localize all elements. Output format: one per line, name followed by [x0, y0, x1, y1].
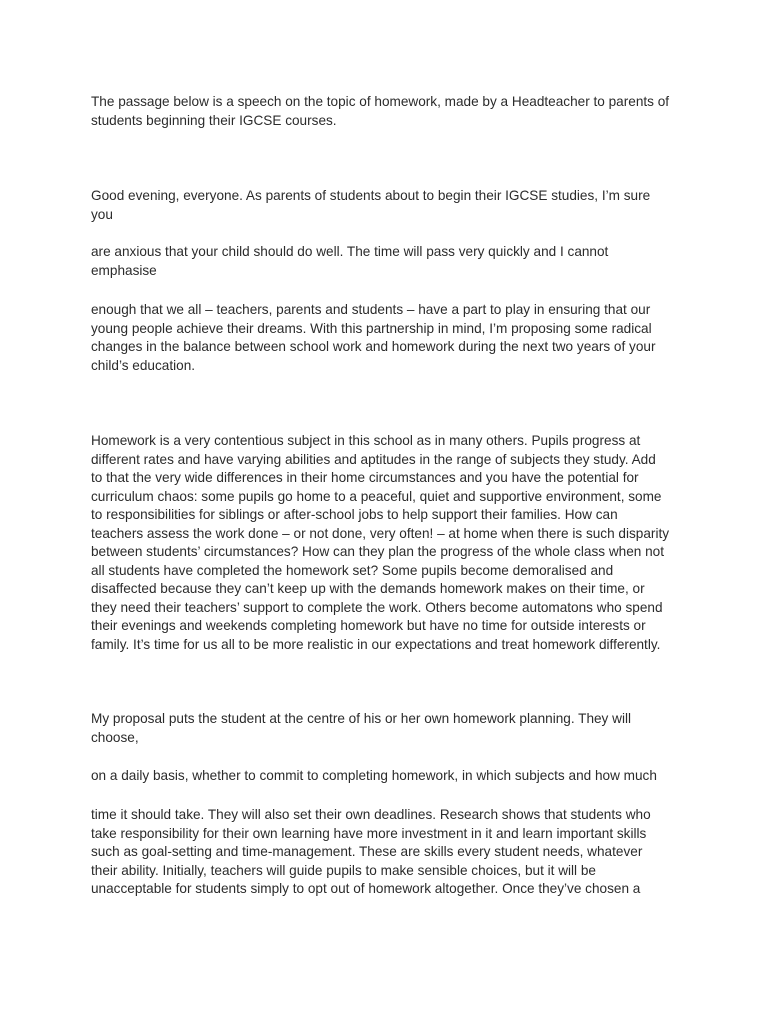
speech-paragraph: My proposal puts the student at the centre of his or her own homework planning. They will choose, [91, 711, 632, 745]
intro-paragraph: The passage below is a speech on the topic of homework, made by a Headteacher to parents of students beginning their IGCSE courses. [91, 94, 670, 128]
speech-paragraph: time it should take. They will also set their own deadlines. Research shows that students who take responsibility for their own learning have more investment in it and learn important skills such as goal-setting and time-management. These are skills every student needs, whatever their ability. Initially, teachers will guide pupils to make sensible choices, but it will be unacceptable for students simply to opt out of homework altogether. Once they’ve chosen a [91, 807, 651, 896]
speech-paragraph: Homework is a very contentious subject in this school as in many others. Pupils progress at different rates and have varying abilities and aptitudes in the range of subjects they study. Add to that the very wide differences in their home circumstances and you have the potential for curriculum chaos: some pupils go home to a peaceful, quiet and supportive environment, some to responsibilities for siblings or after-school jobs to help support their families. How can teachers assess the work done – or not done, very often! – at home when there is such disparity between students’ circumstances? How can they plan the progress of the whole class when not all students have completed the homework set? Some pupils become demoralised and disaffected because they can’t keep up with the demands homework makes on their time, or they need their teachers’ support to complete the work. Others become automatons who spend their evenings and weekends completing homework but have no time for outside interests or family. It’s time for us all to be more realistic in our expectations and treat homework differently. [91, 433, 670, 652]
speech-paragraph: Good evening, everyone. As parents of students about to begin their IGCSE studies, I’m sure you [91, 188, 651, 222]
speech-paragraph: enough that we all – teachers, parents and students – have a part to play in ensuring that our young people achieve their dreams. With this partnership in mind, I’m proposing some radical changes in the balance between school work and homework during the next two years of your child’s education. [91, 302, 656, 373]
speech-paragraph: on a daily basis, whether to commit to completing homework, in which subjects and how much [91, 768, 657, 783]
speech-paragraph: are anxious that your child should do well. The time will pass very quickly and I cannot emphasise [91, 244, 609, 278]
